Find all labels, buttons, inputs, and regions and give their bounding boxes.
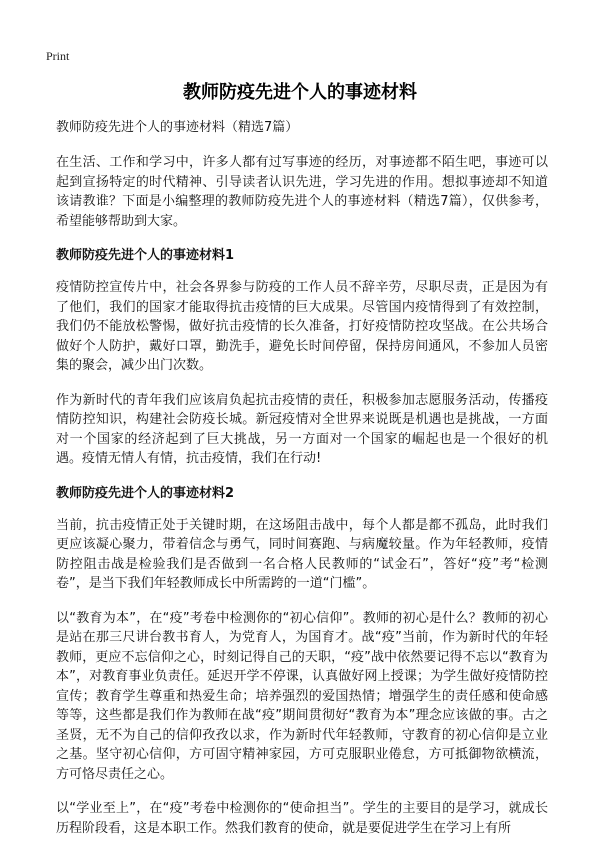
section-2-paragraph-3: 以“学业至上”，在“疫”考卷中检测你的“使命担当”。学生的主要目的是学习，就成长历程阶段看，这是本职工作。然我们教育的使命，就是要促进学生在学习上有所	[56, 801, 548, 836]
print-link[interactable]: Print	[46, 49, 70, 63]
section-2-paragraph-2: 以“教育为本”，在“疫”考卷中检测你的“初心信仰”。教师的初心是什么？教师的初心是站在那三尺讲台教书育人，为党育人，为国育才。战“疫”当前，作为新时代的年轻教师，更应不忘信仰之心，时刻记得自己的天职，“疫”战中依然要记得不忘以“教育为本”，对教育事业负责任。延迟开学不停课，认真做好网上授课；为学生做好疫情防控宣传；教育学生尊重和热爱生命；培养强烈的爱国热情；增强学生的责任感和使命感等等，这些都是我们作为教师在战“疫”期间贯彻好“教育为本”理念应该做的事。古之圣贤，无不为自己的信仰孜孜以求，作为新时代年轻教师，守教育的初心信仰是立业之基。坚守初心信仰，方可固守精神家园，方可克服职业倦怠，方可抵御物欲横流，方可恪尽责任之心。	[56, 610, 548, 782]
section-2-paragraph-1: 当前，抗击疫情正处于关键时期，在这场阻击战中，每个人都是都不孤岛，此时我们更应该凝心聚力，带着信念与勇气，同时间赛跑、与病魔较量。作为年轻教师，疫情防控阻击战是检验我们是否做到一名合格人民教师的“试金石”，答好“疫”考“检测卷”，是当下我们年轻教师成长中所需跨的一道“门槛”。	[56, 517, 548, 591]
page-title: 教师防疫先进个人的事迹材料	[183, 82, 417, 103]
intro-paragraph: 在生活、工作和学习中，许多人都有过写事迹的经历，对事迹都不陌生吧，事迹可以起到宣扬特定的时代精神、引导读者认识先进，学习先进的作用。想拟事迹却不知道该请教谁？下面是小编整理的教师防疫先进个人的事迹材料（精选7篇），仅供参考，希望能够帮助到大家。	[56, 155, 548, 229]
document-subtitle: 教师防疫先进个人的事迹材料（精选7篇）	[56, 120, 299, 135]
section-heading-2: 教师防疫先进个人的事迹材料2	[56, 485, 235, 501]
section-1-paragraph-2: 作为新时代的青年我们应该肩负起抗击疫情的责任，积极参加志愿服务活动，传播疫情防控知识，构建社会防疫长城。新冠疫情对全世界来说既是机遇也是挑战，一方面对一个国家的经济起到了巨大挑战，另一方面对一个国家的崛起也是一个很好的机遇。疫情无情人有情，抗击疫情，我们在行动!	[56, 392, 548, 466]
section-1-paragraph-1: 疫情防控宣传片中，社会各界参与防疫的工作人员不辞辛劳，尽职尽责，正是因为有了他们，我们的国家才能取得抗击疫情的巨大成果。尽管国内疫情得到了有效控制，我们仍不能放松警惕，做好抗击疫情的长久准备，打好疫情防控攻坚战。在公共场合做好个人防护，戴好口罩，勤洗手，避免长时间停留，保持房间通风，不参加人员密集的聚会，减少出门次数。	[56, 280, 548, 373]
section-heading-1: 教师防疫先进个人的事迹材料1	[56, 248, 235, 263]
document-body	[56, 119, 548, 853]
